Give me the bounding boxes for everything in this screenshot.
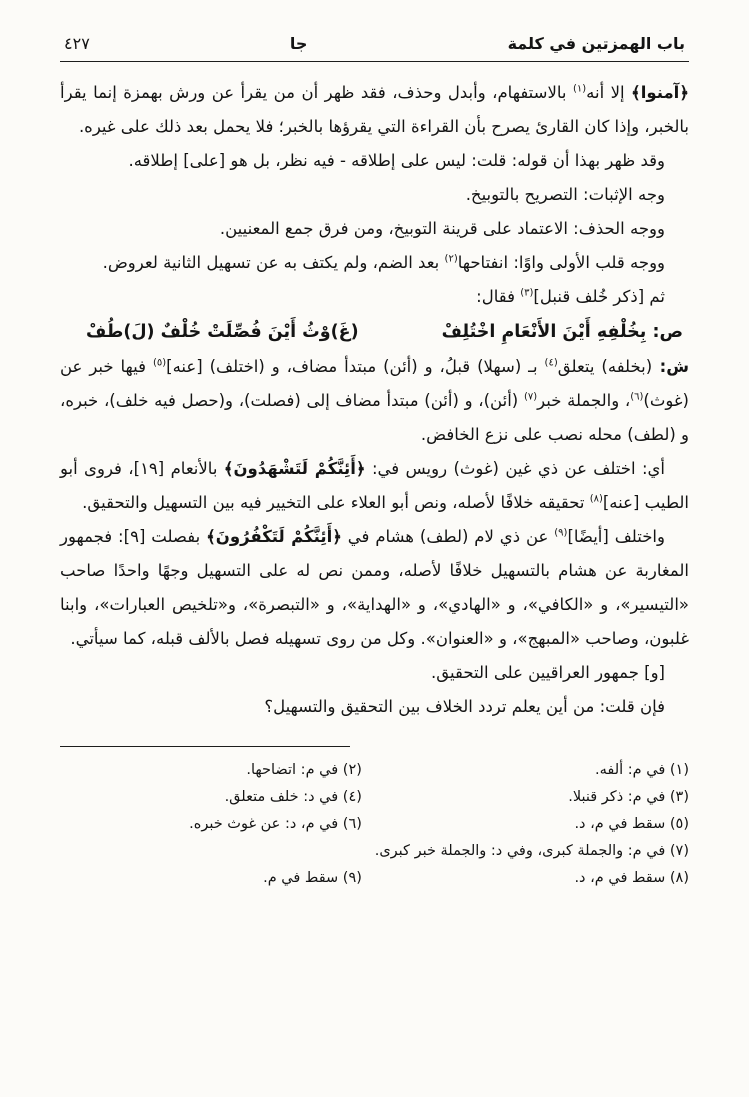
text-run: وقد ظهر بهذا أن قوله: قلت: ليس على إطلاقه - فيه نظر، بل هو [على] إطلاقه. bbox=[128, 151, 665, 170]
text-run: ووجه الحذف: الاعتماد على قرينة التوبيخ، ومن فرق جمع المعنيين. bbox=[219, 219, 665, 238]
paragraph bbox=[60, 520, 689, 656]
footnote-row bbox=[60, 838, 689, 865]
paragraph bbox=[60, 452, 689, 520]
text-run: أي: اختلف عن ذي غين (غوث) رويس في: bbox=[365, 459, 665, 478]
footnote: (٣) في م: ذكر قنبلا. bbox=[568, 789, 689, 805]
footnote-marker: (٨) bbox=[589, 493, 603, 505]
footnote-row bbox=[60, 811, 689, 838]
text-run: ووجه قلب الأولى واوًا: انفتاحها bbox=[457, 253, 665, 272]
footnote: (٧) في م: والجملة كبرى، وفي د: والجملة خبر كبرى. bbox=[374, 843, 689, 859]
text-run: فإن قلت: من أين يعلم تردد الخلاف بين التحقيق والتسهيل؟ bbox=[264, 697, 665, 716]
emphasis-text: (غَ)وْثُ أَيْنَ فُصِّلَتْ خُلْفٌ (لَ)طُفْ bbox=[86, 322, 359, 342]
footnote: (٤) في د: خلف متعلق. bbox=[224, 789, 362, 805]
text-run: [و] جمهور العراقيين على التحقيق. bbox=[431, 663, 665, 682]
paragraph bbox=[60, 690, 689, 724]
text-run: عن ذي لام (لطف) هشام في bbox=[341, 527, 555, 546]
verse-line bbox=[60, 314, 689, 350]
page-number: ٤٢٧ bbox=[64, 34, 90, 53]
paragraph bbox=[60, 246, 689, 280]
footnote: (١) في م: ألفه. bbox=[595, 762, 689, 778]
footnote-marker: (٧) bbox=[523, 391, 538, 403]
emphasis-text: ص: بِخُلْفِهِ أَيْنَ الأَنْعَامِ اخْتُلِفْ bbox=[441, 322, 683, 342]
emphasis-text: ش: bbox=[652, 357, 689, 376]
text-run: واختلف [أيضًا] bbox=[567, 527, 665, 546]
footnote-marker: (٤) bbox=[544, 357, 558, 369]
emphasis-text: ﴿آمنوا﴾ bbox=[631, 83, 689, 102]
footnote-marker: (٥) bbox=[152, 357, 167, 369]
text-run: ثم [ذكر خُلف قنبل] bbox=[533, 287, 665, 306]
text-run: وجه الإثبات: التصريح بالتوبيخ. bbox=[465, 185, 665, 204]
text-run: (أئن)، و (أئن) مبتدأ مضاف إلى (فصلت)، و(حصل فيه خلف)، خبره، و (لطف) محله نصب على نزع الخافض. bbox=[60, 391, 689, 444]
paragraph bbox=[60, 144, 689, 178]
header-rule bbox=[60, 61, 689, 62]
footnote: (٦) في م، د: عن غوث خبره. bbox=[189, 816, 362, 832]
emphasis-text: ﴿أَئِنَّكُمْ لَتَشْهَدُونَ﴾ bbox=[223, 459, 366, 478]
emphasis-text: ﴿أَئِنَّكُمْ لَتَكْفُرُونَ﴾ bbox=[206, 527, 342, 546]
chapter-title: باب الهمزتين في كلمة bbox=[507, 34, 685, 53]
footnote-row bbox=[60, 757, 689, 784]
text-run: بعد الضم، ولم يكتف به عن تسهيل الثانية لعروض. bbox=[102, 253, 445, 272]
text-run: (بخلفه) يتعلق bbox=[557, 357, 653, 376]
footnote-marker: (٦) bbox=[630, 391, 644, 403]
text-run: فيها خبر عن (غوث) bbox=[60, 357, 689, 410]
text-run: بفصلت [٩]: فجمهور المغاربة عن هشام بالتسهيل خلافًا لأصله، وممن نص له على التسهيل وجهًا واحدًا صاحب «التيسير»، و «الكافي»، و «الهادي»، و «الهداية»، و «التبصرة»، و«تلخيص العبارات»، وابنا غلبون، وصاحب «المبهج»، و «العنوان». وكل من روى تسهيله فصل بالألف قبله، كما سيأتي. bbox=[60, 527, 689, 648]
footnote-marker: (١) bbox=[572, 83, 587, 95]
text-run: إلا أنه bbox=[586, 83, 632, 102]
footnote: (٨) سقط في م، د. bbox=[574, 870, 689, 886]
text-run: بالاستفهام، وأبدل وحذف، فقد ظهر أن من يقرأ عن ورش بهمزة إنما يقرأ بالخبر، وإذا كان القارئ يصرح بأن القراءة التي يقرؤها بالخبر؛ فلا يحمل بعد ذلك على غيره. bbox=[60, 83, 689, 136]
page-header bbox=[60, 30, 689, 61]
text-run: بـ (سهلا) قبلُ، و (أئن) مبتدأ مضاف، و (اختلف) [عنه] bbox=[166, 357, 545, 376]
body-paragraphs bbox=[60, 76, 689, 724]
paragraph-continuation bbox=[60, 76, 689, 144]
text-run: تحقيقه خلافًا لأصله، ونص أبو العلاء على التخيير فيه بين التسهيل والتحقيق. bbox=[82, 493, 590, 512]
paragraph bbox=[60, 212, 689, 246]
paragraph bbox=[60, 656, 689, 690]
footnote-row bbox=[60, 865, 689, 892]
paragraph bbox=[60, 280, 689, 314]
text-run: بالأنعام [١٩]، فروى أبو الطيب [عنه] bbox=[60, 459, 689, 512]
paragraph bbox=[60, 178, 689, 212]
footnote: (٥) سقط في م، د. bbox=[574, 816, 689, 832]
commentary-paragraph bbox=[60, 350, 689, 452]
text-run: فقال: bbox=[476, 287, 521, 306]
volume-marker: جا bbox=[289, 34, 308, 53]
footnote: (٩) سقط في م. bbox=[263, 870, 362, 886]
footnote-marker: (٢) bbox=[444, 253, 458, 265]
footnote-marker: (٩) bbox=[554, 527, 568, 539]
footnotes-list bbox=[60, 757, 689, 892]
footnote-separator bbox=[60, 746, 350, 747]
footnote: (٢) في م: اتضاحها. bbox=[246, 762, 362, 778]
footnote-row bbox=[60, 784, 689, 811]
footnote-marker: (٣) bbox=[520, 287, 534, 299]
text-run: ، والجملة خبر bbox=[537, 391, 631, 410]
